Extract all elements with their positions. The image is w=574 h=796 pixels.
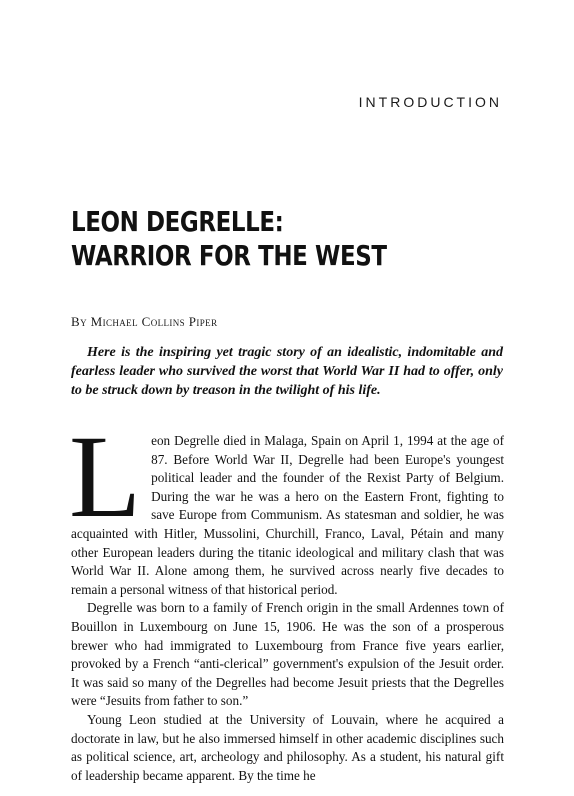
body-paragraph-1 xyxy=(69,411,504,599)
body-paragraph-2: Degrelle was born to a family of French origin in the small Ardennes town of Bouillon in Luxembourg on June 15, 1906. He was the son of a prosperous brewer who had immigrated to Luxembourg from France five years earlier, provoked by a French “anti-clerical” government's expulsion of the Jesuit order. It was said so many of the Degrelles had become Jesuit priests that the Degrelles were “Jesuits from father to son.” xyxy=(71,600,504,709)
chapter-title xyxy=(71,205,387,273)
article-body xyxy=(69,411,504,785)
body-paragraph-3: Young Leon studied at the University of Louvain, where he acquired a doctorate in law, but he also immersed himself in other academic disciplines such as political science, art, archeology and philosophy. As a student, his natural gift of leadership became apparent. By the time he xyxy=(71,711,504,783)
author-byline: By Michael Collins Piper xyxy=(71,314,218,329)
drop-cap: L xyxy=(69,411,142,542)
section-label: INTRODUCTION xyxy=(358,94,502,110)
chapter-title-line-1: LEON DEGRELLE: xyxy=(71,205,284,238)
chapter-title-line-2: WARRIOR FOR THE WEST xyxy=(71,239,387,272)
body-paragraph-1-text: eon Degrelle died in Malaga, Spain on April 1, 1994 at the age of 87. Before World War II, Degrelle had been Europe's youngest political leader and the founder of the Rexist Party of Belgium. During the war he was a hero on the Eastern Front, fighting to save Europe from Communism. As statesman and soldier, he was acquainted with Hitler, Mussolini, Churchill, Franco, Laval, Pétain and many other European leaders during the titanic ideological and military clash that was World War II. Alone among them, he survived across nearly five decades to remain a personal witness of that historical period. xyxy=(71,433,504,597)
lede-paragraph: Here is the inspiring yet tragic story of an idealistic, indomitable and fearless leader who survived the worst that World War II had to offer, only to be struck down by treason in the twilight of his life. xyxy=(71,345,503,398)
